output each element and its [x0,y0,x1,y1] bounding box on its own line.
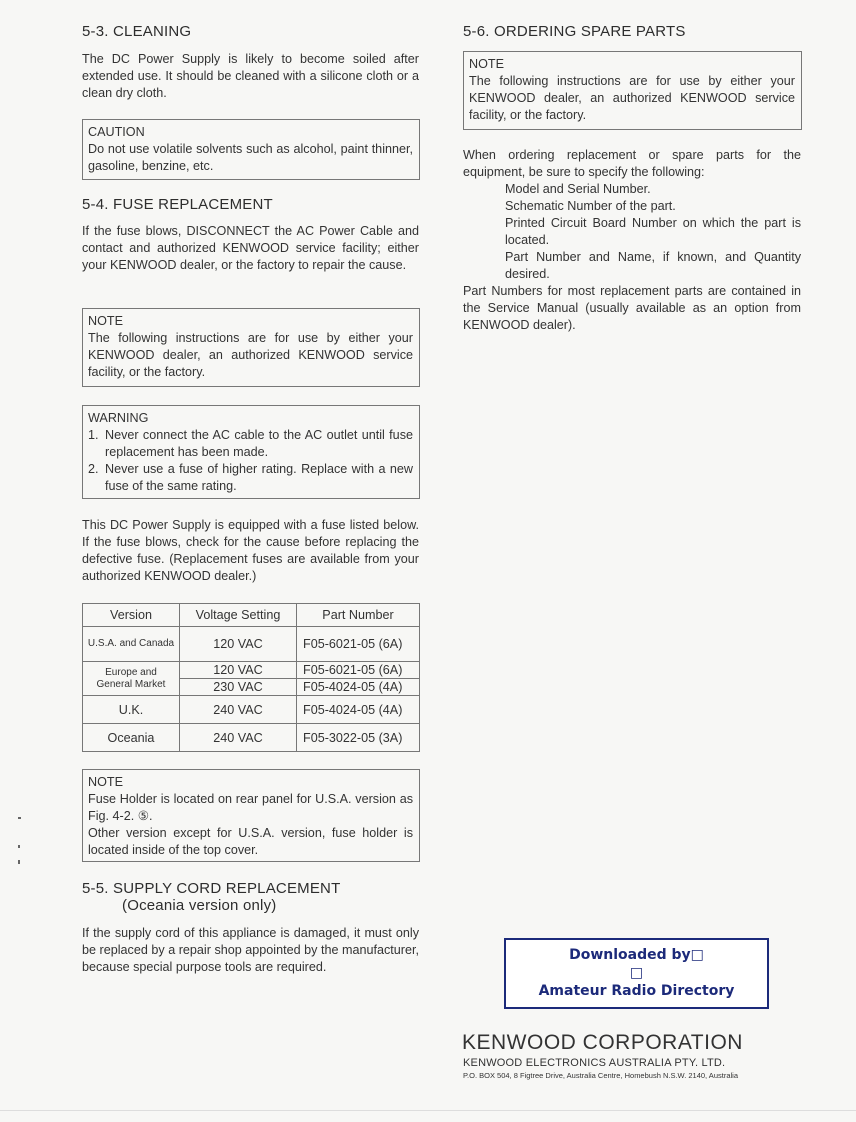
ordering-item: Schematic Number of the part. [505,199,676,213]
download-stamp [504,938,769,1009]
section-subheading-supply-cord: (Oceania version only) [122,897,277,914]
cleaning-paragraph: The DC Power Supply is likely to become soiled after extended use. It should be cleaned with a silicone cloth or a clean dry cloth. [82,52,419,100]
note-box-fuse [82,308,420,387]
section-heading-ordering: 5-6. ORDERING SPARE PARTS [463,23,686,40]
table-row [83,627,420,662]
fuse-info-paragraph: This DC Power Supply is equipped with a fuse listed below. If the fuse blows, check for the cause before replacing the defective fuse. (Replacement fuses are available from your authorized KENWOOD dealer.) [82,518,419,583]
note-text: The following instructions are for use by either your KENWOOD dealer, an authorized KENWOOD service facility, or the factory. [88,331,413,379]
table-row [83,696,420,724]
note-text: The following instructions are for use by either your KENWOOD dealer, an authorized KENWOOD service facility, or the factory. [469,74,795,122]
cell-part: F05-4024-05 (4A) [297,679,420,696]
cell-part: F05-3022-05 (3A) [297,724,420,752]
note-text: Other version except for U.S.A. version, fuse holder is located inside of the top cover. [88,826,413,857]
cell-voltage: 240 VAC [180,724,297,752]
page-edge [0,1110,856,1111]
scan-mark [18,817,21,819]
download-line-1: Downloaded by□ [569,947,704,963]
warning-item [88,461,413,495]
supply-cord-paragraph: If the supply cord of this appliance is damaged, it must only be replaced by a repair shop appointed by the manufacturer, because special purpose tools are required. [82,926,419,974]
warning-item [88,427,413,461]
corporation-subsidiary: KENWOOD ELECTRONICS AUSTRALIA PTY. LTD. [463,1057,726,1069]
note-label: NOTE [469,57,504,71]
cell-part: F05-6021-05 (6A) [297,662,420,679]
cell-version: Oceania [83,724,180,752]
fuse-paragraph: If the fuse blows, DISCONNECT the AC Power Cable and contact and authorized KENWOOD service facility; either your KENWOOD dealer, or the factory to repair the cause. [82,224,419,272]
cell-voltage: 120 VAC [180,627,297,662]
scan-mark [18,845,20,848]
warning-item-text: Never connect the AC cable to the AC outlet until fuse replacement has been made. [105,428,413,459]
cell-voltage: 230 VAC [180,679,297,696]
note-box-ordering [463,51,802,130]
section-heading-cleaning: 5-3. CLEANING [82,23,192,40]
section-heading-supply-cord: 5-5. SUPPLY CORD REPLACEMENT [82,880,341,897]
warning-box [82,405,420,499]
warning-item-number: 2. [88,462,99,476]
ordering-content [463,147,801,334]
col-header-part: Part Number [297,604,420,627]
cell-version: Europe and General Market [83,662,180,696]
download-line-3: Amateur Radio Directory [538,983,735,999]
note-box-fuse-holder [82,769,420,862]
cell-part: F05-4024-05 (4A) [297,696,420,724]
cell-voltage: 240 VAC [180,696,297,724]
section-heading-fuse: 5-4. FUSE REPLACEMENT [82,196,273,213]
table-header-row [83,604,420,627]
corporation-address: P.O. BOX 504, 8 Figtree Drive, Australia Centre, Homebush N.S.W. 2140, Australia [463,1071,738,1080]
caution-text: Do not use volatile solvents such as alcohol, paint thinner, gasoline, benzine, etc. [88,142,413,173]
table-row [83,724,420,752]
ordering-intro: When ordering replacement or spare parts for the equipment, be sure to specify the following: [463,148,801,179]
table-row [83,662,420,679]
ordering-item: Part Number and Name, if known, and Quantity desired. [505,250,801,281]
note-label: NOTE [88,314,123,328]
fuse-table [82,603,420,752]
scan-mark [18,860,20,864]
ordering-item: Printed Circuit Board Number on which the part is located. [505,216,801,247]
caution-label: CAUTION [88,125,145,139]
col-header-version: Version [83,604,180,627]
warning-item-number: 1. [88,428,99,442]
corporation-name: KENWOOD CORPORATION [462,1031,743,1054]
caution-box [82,119,420,180]
ordering-item: Model and Serial Number. [505,182,651,196]
note-label: NOTE [88,775,123,789]
cell-version: U.S.A. and Canada [83,627,180,662]
cell-part: F05-6021-05 (6A) [297,627,420,662]
warning-label: WARNING [88,411,149,425]
warning-item-text: Never use a fuse of higher rating. Replace with a new fuse of the same rating. [105,462,413,493]
download-line-2: □ [629,965,644,981]
note-text: Fuse Holder is located on rear panel for U.S.A. version as Fig. 4-2. ⑤. [88,792,413,823]
col-header-voltage: Voltage Setting [180,604,297,627]
ordering-outro: Part Numbers for most replacement parts are contained in the Service Manual (usually available as an option from KENWOOD dealer). [463,284,801,332]
cell-voltage: 120 VAC [180,662,297,679]
cell-version: U.K. [83,696,180,724]
